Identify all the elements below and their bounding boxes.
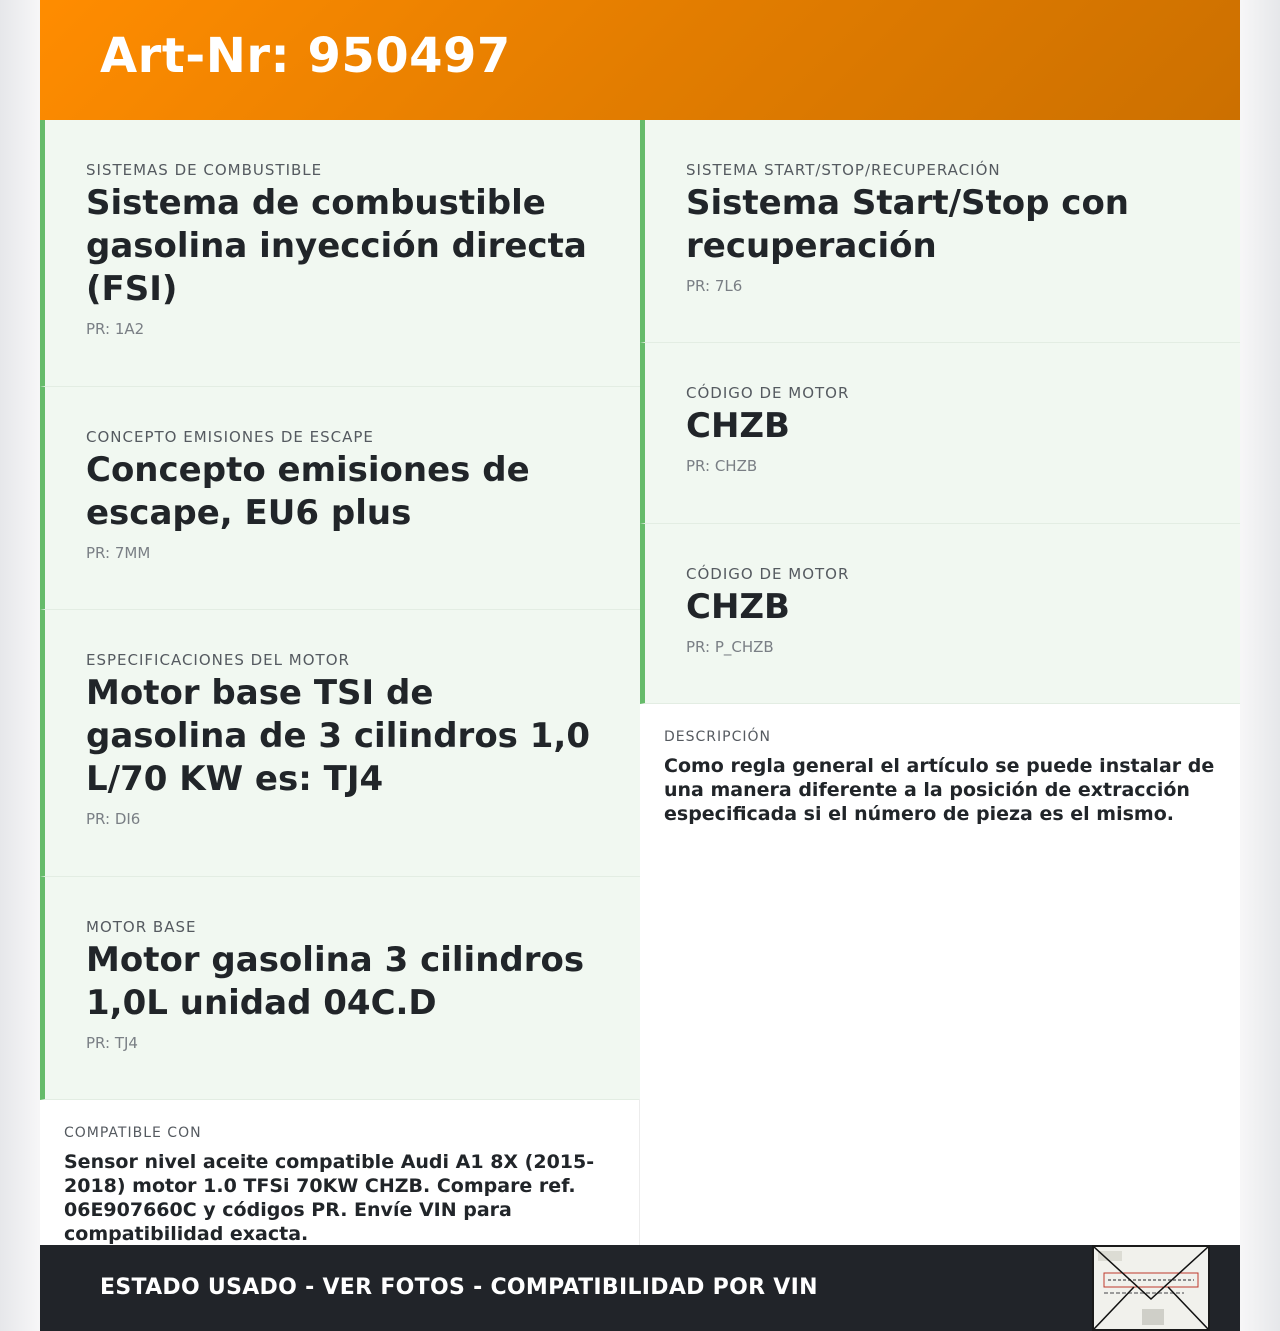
pr-code: PR: TJ4 <box>86 1034 138 1052</box>
spec-card-engine-specs <box>40 610 640 877</box>
spec-label: SISTEMAS DE COMBUSTIBLE <box>86 161 323 179</box>
spec-value: CHZB <box>686 587 790 627</box>
spec-card-engine-code-p <box>640 524 1240 704</box>
compatible-label: COMPATIBLE CON <box>64 1125 202 1141</box>
description-section <box>640 704 1240 826</box>
compatible-text: Sensor nivel aceite compatible Audi A1 8X (2015-2018) motor 1.0 TFSi 70KW CHZB. Compare ref. 06E907660C y códigos PR. Envíe VIN para compatibilidad exacta. <box>64 1151 595 1245</box>
spec-label: MOTOR BASE <box>86 918 197 936</box>
product-sheet <box>40 0 1240 1331</box>
column-divider <box>639 1099 640 1245</box>
spec-value: Motor gasolina 3 cilindros 1,0L unidad 04C.D <box>86 940 585 1023</box>
pr-code: PR: 7L6 <box>686 277 743 295</box>
pr-code: PR: 1A2 <box>86 320 145 338</box>
article-number-title: Art-Nr: 950497 <box>100 28 511 84</box>
pr-code: PR: P_CHZB <box>686 638 774 656</box>
spec-card-fuel-system <box>40 120 640 387</box>
spec-label: SISTEMA START/STOP/RECUPERACIÓN <box>686 161 1001 179</box>
description-text: Como regla general el artículo se puede instalar de una manera diferente a la posición de extracción especificada si el número de pieza es el mismo. <box>664 755 1215 825</box>
spec-card-start-stop <box>640 120 1240 343</box>
status-text: ESTADO USADO - VER FOTOS - COMPATIBILIDAD POR VIN <box>100 1275 818 1300</box>
pr-code: PR: DI6 <box>86 810 141 828</box>
status-footer <box>40 1245 1240 1331</box>
description-label: DESCRIPCIÓN <box>664 729 771 745</box>
spec-value: Motor base TSI de gasolina de 3 cilindros 1,0 L/70 KW es: TJ4 <box>86 673 590 799</box>
spec-value: CHZB <box>686 406 790 446</box>
spec-label: CÓDIGO DE MOTOR <box>686 565 850 583</box>
article-header <box>40 0 1240 120</box>
spec-label: CÓDIGO DE MOTOR <box>686 384 850 402</box>
compatible-section <box>40 1100 640 1246</box>
pr-code: PR: CHZB <box>686 457 758 475</box>
spec-card-emissions <box>40 387 640 610</box>
spec-value: Concepto emisiones de escape, EU6 plus <box>86 450 530 533</box>
spec-value: Sistema Start/Stop con recuperación <box>686 183 1130 266</box>
spec-label: CONCEPTO EMISIONES DE ESCAPE <box>86 428 374 446</box>
spec-value: Sistema de combustible gasolina inyección directa (FSI) <box>86 183 587 309</box>
envelope-stamp-icon <box>1092 1245 1210 1331</box>
spec-card-base-engine <box>40 877 640 1100</box>
spec-card-engine-code <box>640 343 1240 524</box>
pr-code: PR: 7MM <box>86 544 151 562</box>
spec-label: ESPECIFICACIONES DEL MOTOR <box>86 651 350 669</box>
